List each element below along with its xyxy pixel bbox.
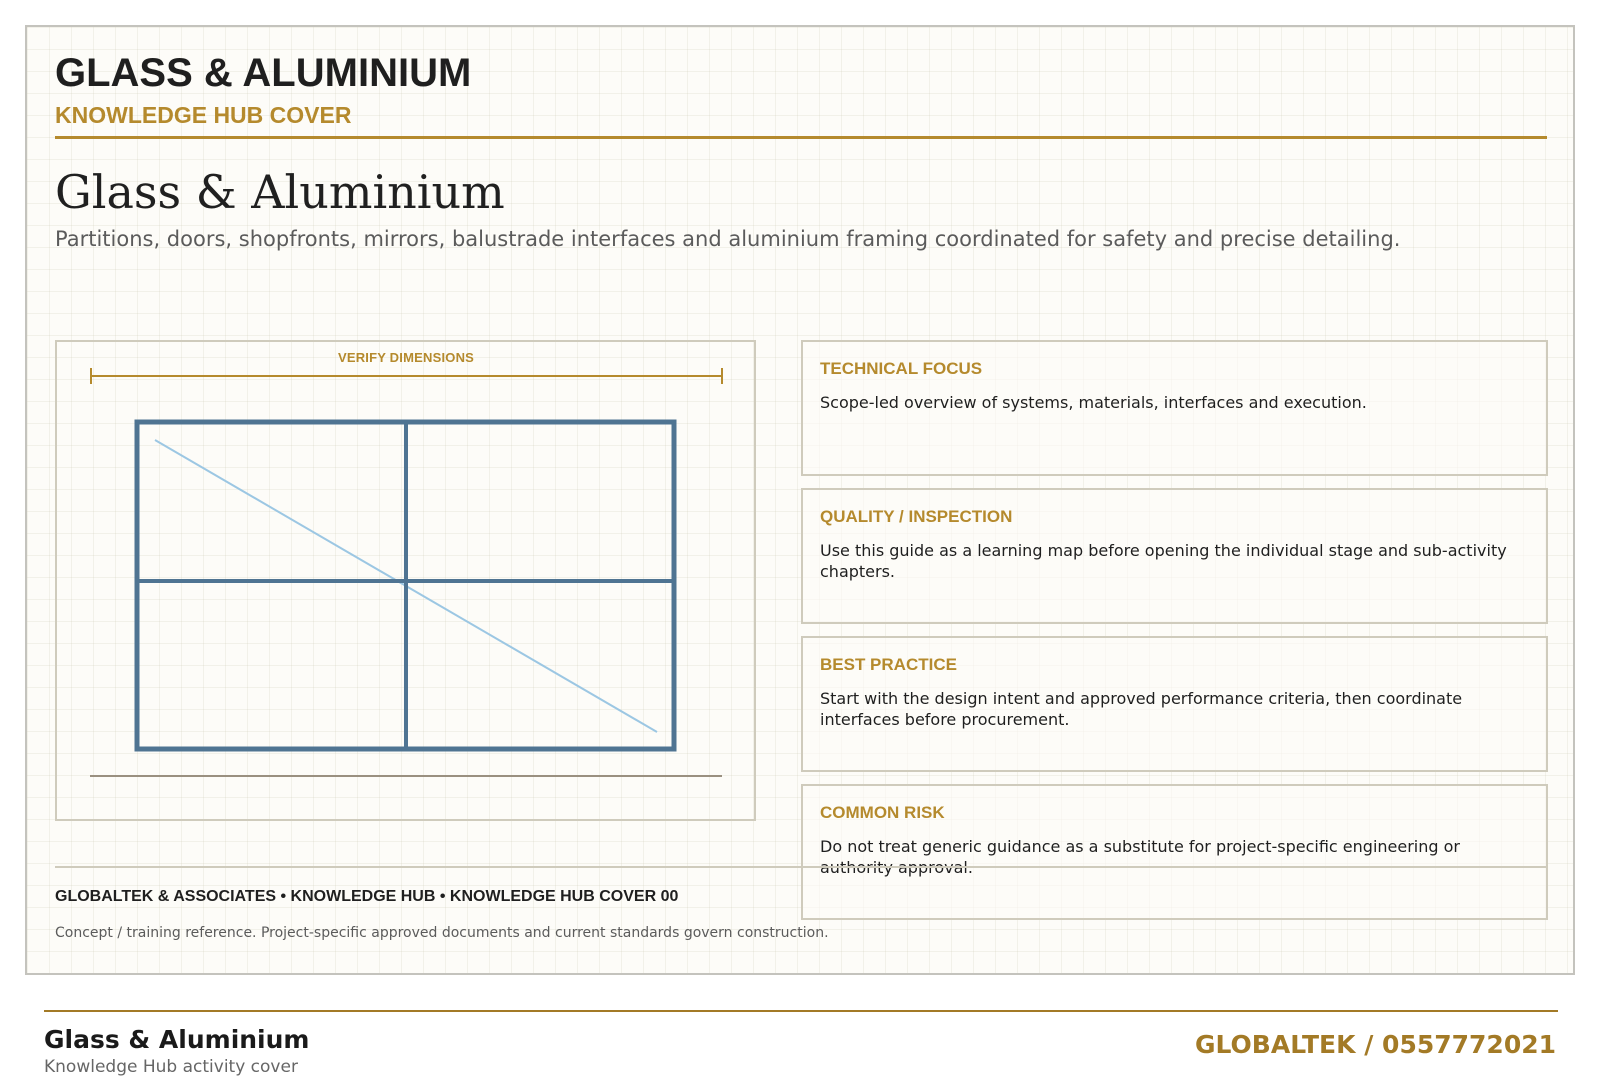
- card-title: TECHNICAL FOCUS: [820, 359, 983, 378]
- footer-disclaimer: Concept / training reference. Project-specific approved documents and current standards govern construction.: [55, 925, 829, 941]
- card-body: Start with the design intent and approved performance criteria, then coordinate interfaces before procurement.: [820, 689, 1463, 729]
- card-title: BEST PRACTICE: [820, 655, 957, 674]
- page-title: GLASS & ALUMINIUM: [55, 51, 472, 95]
- bottom-title: Glass & Aluminium: [44, 1025, 310, 1054]
- footer-divider: [55, 866, 1547, 868]
- bottom-subtitle: Knowledge Hub activity cover: [44, 1057, 298, 1077]
- footer-organisation: GLOBALTEK & ASSOCIATES • KNOWLEDGE HUB • KNOWLEDGE HUB COVER 00: [55, 888, 679, 905]
- card-title: COMMON RISK: [820, 803, 945, 822]
- card-body: Do not treat generic guidance as a substitute for project-specific engineering or: [820, 837, 1460, 856]
- page-subtitle: KNOWLEDGE HUB COVER: [55, 102, 352, 128]
- brand-contact: GLOBALTEK / 0557772021: [1195, 1030, 1556, 1059]
- card-title: QUALITY / INSPECTION: [820, 507, 1013, 526]
- bottom-divider: [44, 1010, 1558, 1012]
- card-body: Use this guide as a learning map before opening the individual stage and sub-activity chapters.: [820, 541, 1507, 581]
- dimension-label: VERIFY DIMENSIONS: [337, 350, 475, 365]
- document-title: Glass & Aluminium: [55, 165, 505, 219]
- card-body: Scope-led overview of systems, materials, interfaces and execution.: [820, 393, 1367, 412]
- document-description: Partitions, doors, shopfronts, mirrors, balustrade interfaces and aluminium framing coordinated for safety and precise detailing.: [55, 227, 1401, 251]
